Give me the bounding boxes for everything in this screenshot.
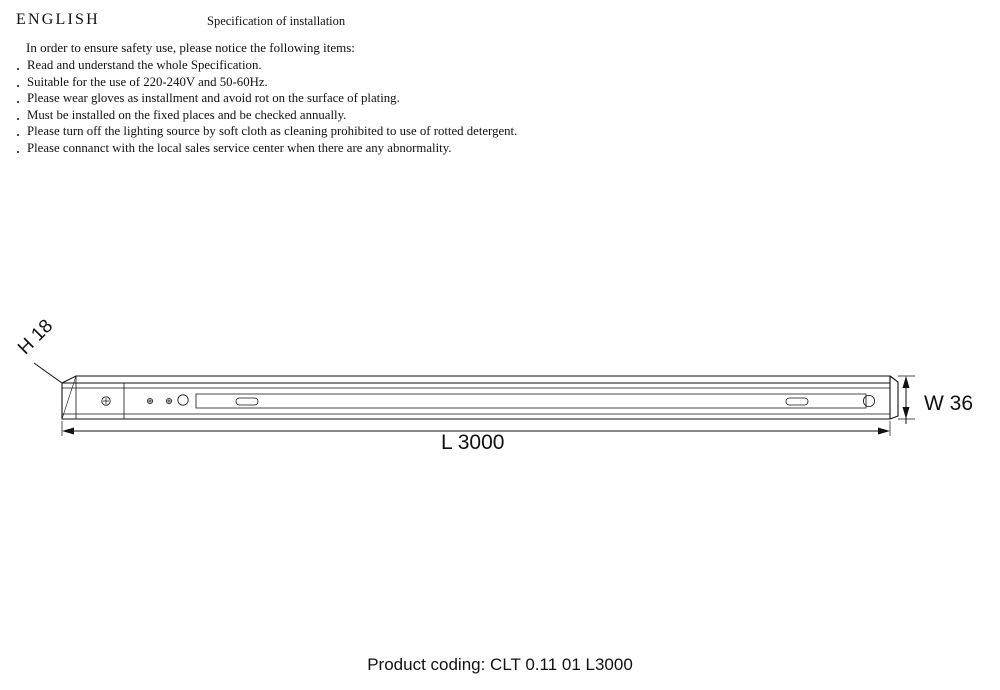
- dimension-height-label: H 18: [14, 315, 58, 359]
- language-title: ENGLISH: [16, 11, 100, 28]
- safety-items-list: [16, 57, 796, 157]
- dimension-length-label: L 3000: [441, 431, 505, 454]
- product-coding: Product coding: CLT 0.11 01 L3000: [367, 655, 633, 674]
- list-item: Must be installed on the fixed places and be checked annually.: [16, 107, 796, 124]
- list-item: Please wear gloves as installment and avoid rot on the surface of plating.: [16, 90, 796, 107]
- list-item: Suitable for the use of 220-240V and 50-60Hz.: [16, 74, 796, 91]
- list-item: Please turn off the lighting source by soft cloth as cleaning prohibited to use of rotted detergent.: [16, 123, 796, 140]
- list-item: Please connanct with the local sales service center when there are any abnormality.: [16, 140, 796, 157]
- intro-text: In order to ensure safety use, please notice the following items:: [26, 40, 355, 55]
- list-item: Read and understand the whole Specification.: [16, 57, 796, 74]
- dimension-width-label: W 36: [924, 392, 974, 415]
- specification-title: Specification of installation: [207, 14, 346, 28]
